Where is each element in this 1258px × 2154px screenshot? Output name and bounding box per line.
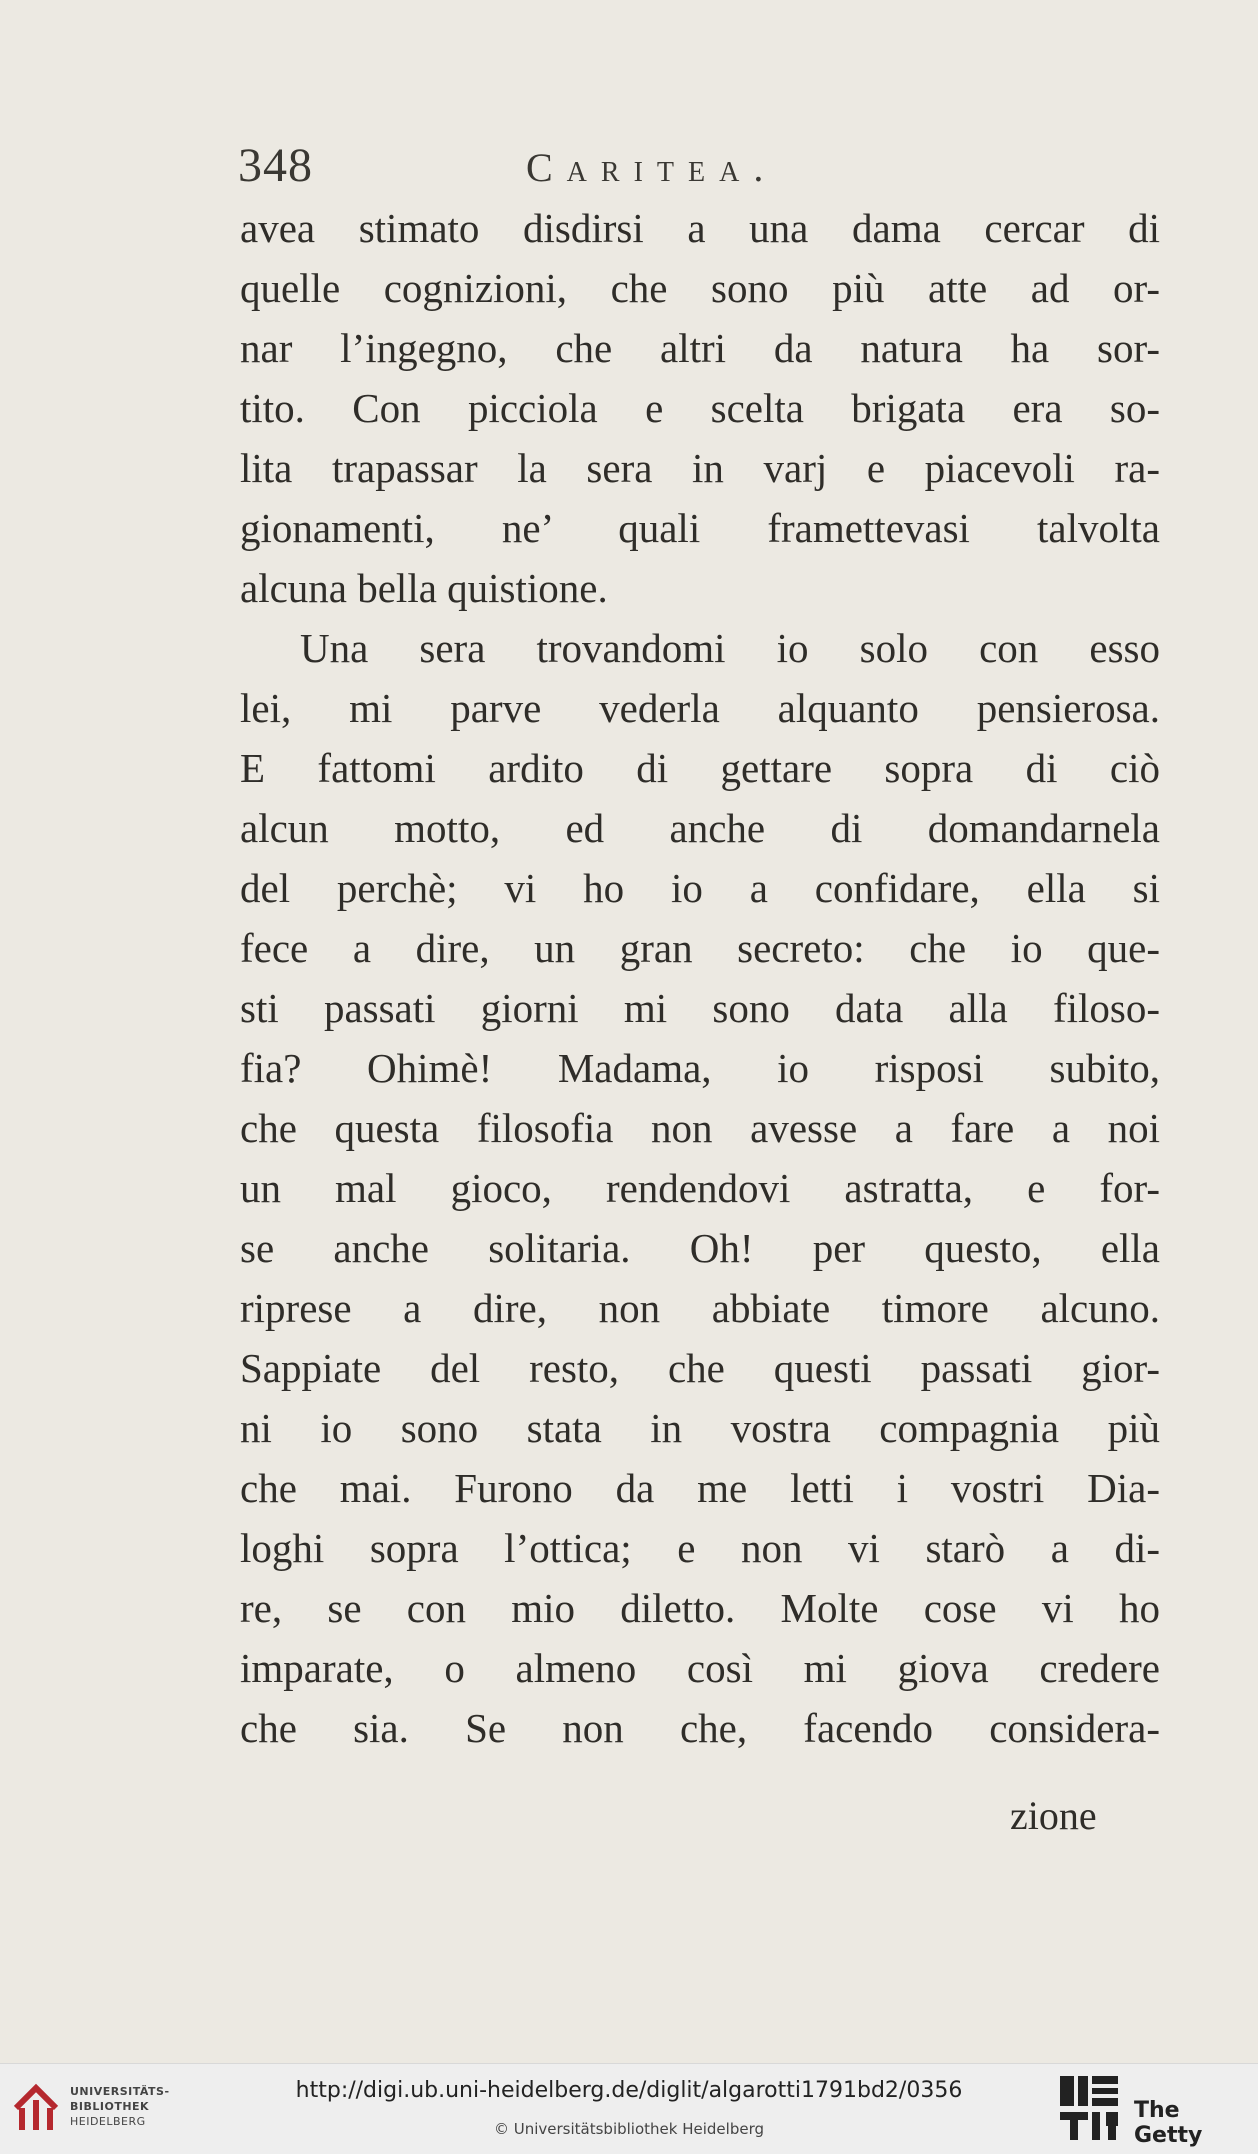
page-number: 348 <box>238 139 313 192</box>
text-line: Sappiate del resto, che questi passati gior- <box>240 1345 1160 1391</box>
library-name-line: UNIVERSITÄTS- <box>70 2085 170 2098</box>
text-line: Una sera trovandomi io solo con esso <box>300 625 1160 671</box>
library-name-line: HEIDELBERG <box>70 2115 146 2128</box>
text-line: quelle cognizioni, che sono più atte ad or- <box>240 265 1160 311</box>
text-line: che mai. Furono da me letti i vostri Dia- <box>240 1465 1160 1511</box>
text-line: riprese a dire, non abbiate timore alcuno. <box>240 1285 1160 1331</box>
text-line: re, se con mio diletto. Molte cose vi ho <box>240 1585 1160 1631</box>
text-line: alcuna bella quistione. <box>240 565 608 611</box>
permalink-url[interactable]: http://digi.ub.uni-heidelberg.de/diglit/algarotti1791bd2/0356 <box>295 2078 963 2103</box>
text-line: avea stimato disdirsi a una dama cercar di <box>240 205 1160 251</box>
text-line: lita trapassar la sera in varj e piacevoli ra- <box>240 445 1160 491</box>
text-line: ni io sono stata in vostra compagnia più <box>240 1405 1160 1451</box>
footer-bar <box>0 2063 1258 2154</box>
getty-name: The Getty <box>1134 2098 1203 2148</box>
text-line: fece a dire, un gran secreto: che io que- <box>240 925 1160 971</box>
text-line: lei, mi parve vederla alquanto pensierosa. <box>240 685 1160 731</box>
text-line: che questa filosofia non avesse a fare a noi <box>240 1105 1160 1151</box>
running-head <box>238 136 1138 196</box>
copyright-notice: © Universitätsbibliothek Heidelberg <box>493 2120 764 2138</box>
getty-logo[interactable] <box>1058 2074 1248 2148</box>
text-line: nar l’ingegno, che altri da natura ha sor- <box>240 325 1160 371</box>
body-text <box>240 198 1160 1758</box>
text-line: loghi sopra l’ottica; e non vi starò a di- <box>240 1525 1160 1571</box>
text-line: che sia. Se non che, facendo considera- <box>240 1705 1160 1751</box>
text-line: fia? Ohimè! Madama, io risposi subito, <box>240 1045 1160 1091</box>
text-line: sti passati giorni mi sono data alla filoso- <box>240 985 1160 1031</box>
getty-mark-icon <box>1058 2074 1122 2144</box>
text-line: del perchè; vi ho io a confidare, ella si <box>240 865 1160 911</box>
text-line: imparate, o almeno così mi giova credere <box>240 1645 1160 1691</box>
text-line: gionamenti, ne’ quali framettevasi talvolta <box>240 505 1160 551</box>
text-line: un mal gioco, rendendovi astratta, e for- <box>240 1165 1160 1211</box>
text-line: E fattomi ardito di gettare sopra di ciò <box>240 745 1160 791</box>
catchword: zione <box>1010 1793 1097 1838</box>
text-line: alcun motto, ed anche di domandarnela <box>240 805 1160 851</box>
text-line: se anche solitaria. Oh! per questo, ella <box>240 1225 1160 1271</box>
running-title: Caritea. <box>526 145 778 190</box>
library-name-line: BIBLIOTHEK <box>70 2100 150 2113</box>
text-line: tito. Con picciola e scelta brigata era so- <box>240 385 1160 431</box>
